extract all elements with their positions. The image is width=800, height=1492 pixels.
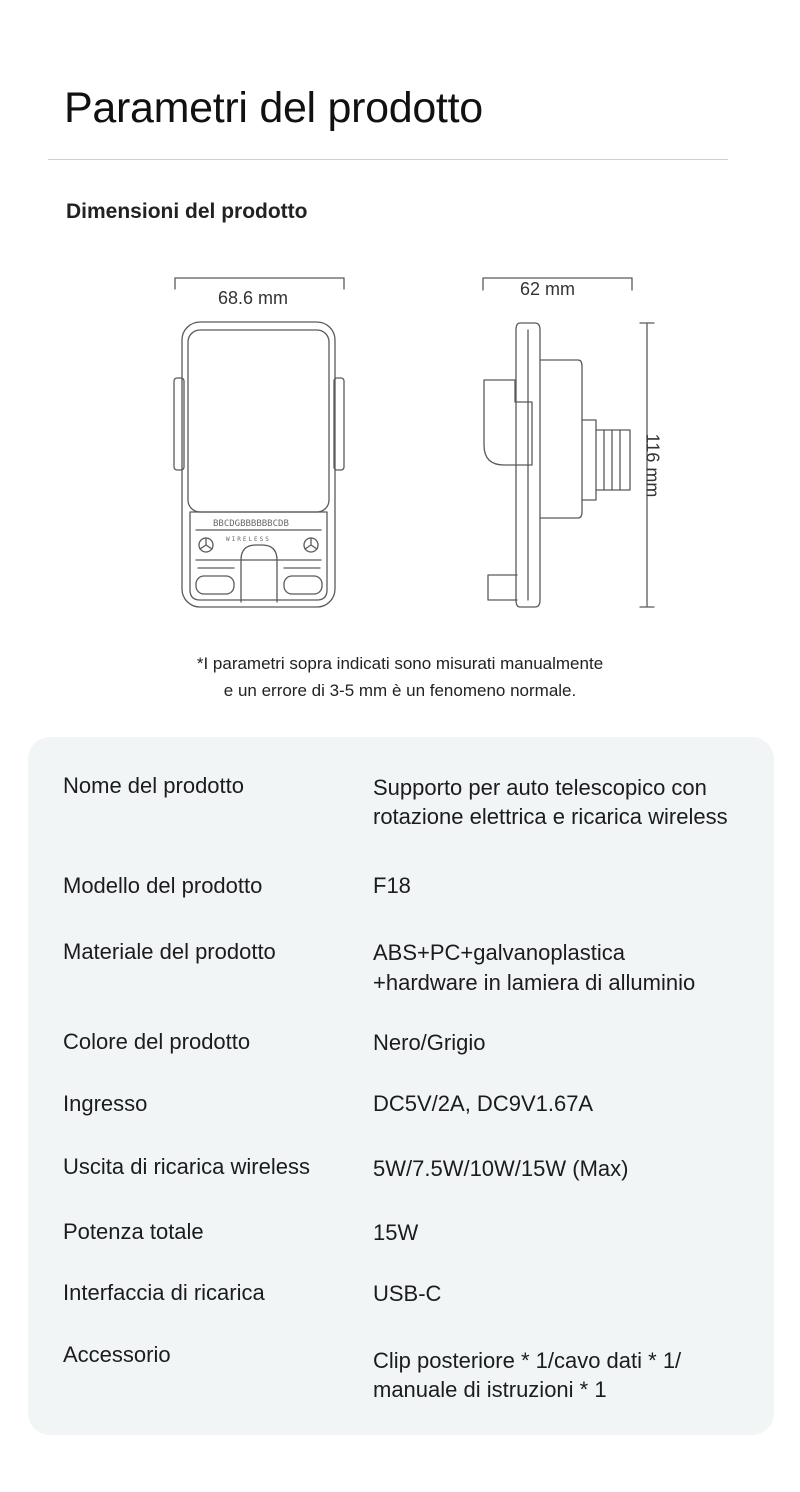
wireless-engraving-text: WIRELESS <box>226 536 271 543</box>
spec-value-charging-interface: USB-C <box>373 1281 442 1306</box>
spec-value-input: DC5V/2A, DC9V1.67A <box>373 1091 594 1116</box>
spec-label-color: Colore del prodotto <box>63 1029 251 1054</box>
spec-value-name-line-1: Supporto per auto telescopico con <box>373 775 707 800</box>
spec-value-accessory-line-2: manuale di istruzioni * 1 <box>373 1377 607 1402</box>
spec-value-total-power: 15W <box>373 1220 419 1245</box>
dimensions-section-title: Dimensioni del prodotto <box>66 200 308 223</box>
spec-value-wireless-output: 5W/7.5W/10W/15W (Max) <box>373 1156 629 1181</box>
product-dimension-drawing <box>0 0 800 640</box>
spec-value-model: F18 <box>373 873 411 898</box>
spec-value-accessory-line-1: Clip posteriore * 1/cavo dati * 1/ <box>373 1348 682 1373</box>
front-width-label: 68.6 mm <box>218 288 289 308</box>
height-label: 116 mm <box>642 433 663 498</box>
spec-label-input: Ingresso <box>63 1091 148 1116</box>
page-title: Parametri del prodotto <box>64 84 483 132</box>
spec-label-charging-interface: Interfaccia di ricarica <box>63 1280 265 1305</box>
spec-value-material-line-1: ABS+PC+galvanoplastica <box>373 940 625 965</box>
front-view-outline <box>174 322 344 607</box>
spec-value-color: Nero/Grigio <box>373 1030 486 1055</box>
specs-card <box>28 737 774 1435</box>
spec-label-model: Modello del prodotto <box>63 873 263 898</box>
spec-label-name: Nome del prodotto <box>63 773 244 798</box>
spec-value-material-line-2: +hardware in lamiera di alluminio <box>373 970 696 995</box>
side-width-label: 62 mm <box>520 279 576 299</box>
spec-label-material: Materiale del prodotto <box>63 939 276 964</box>
spec-label-total-power: Potenza totale <box>63 1219 204 1244</box>
side-view-outline <box>484 323 630 607</box>
front-engraving-text: BBCDGBBBBBBCDB <box>213 519 289 529</box>
spec-value-name-line-2: rotazione elettrica e ricarica wireless <box>373 804 728 829</box>
measurement-note-line-1: *I parametri sopra indicati sono misurati manualmente <box>196 654 604 673</box>
measurement-note-line-2: e un errore di 3-5 mm è un fenomeno normale. <box>223 681 577 700</box>
spec-label-wireless-output: Uscita di ricarica wireless <box>63 1154 310 1179</box>
spec-label-accessory: Accessorio <box>63 1342 171 1367</box>
